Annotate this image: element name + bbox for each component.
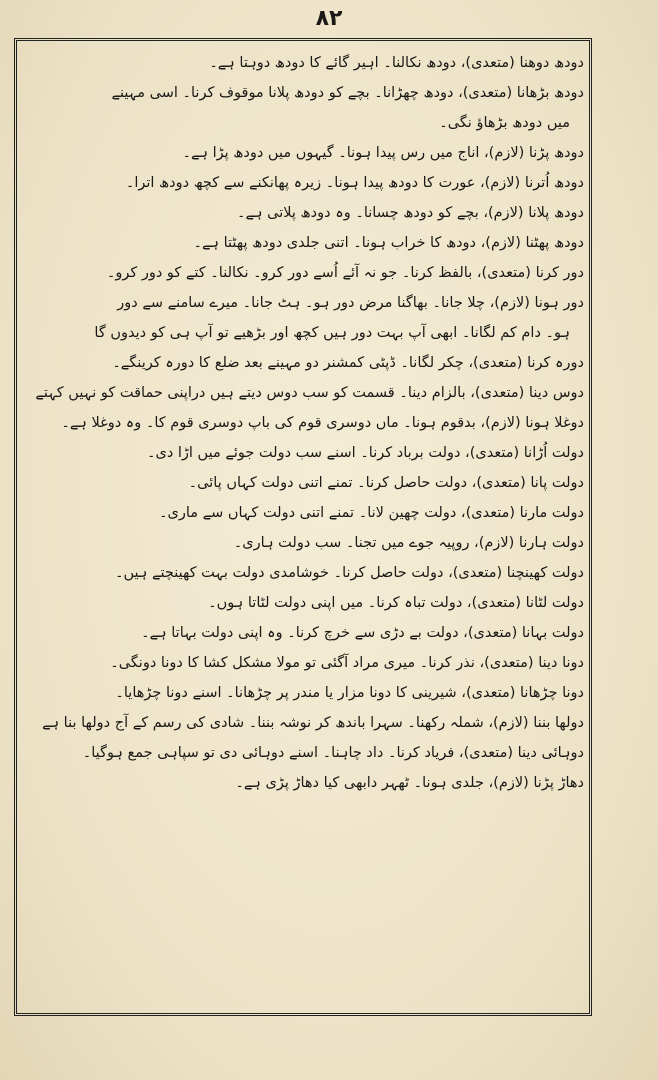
dictionary-entry	[24, 258, 584, 288]
entry-text: دولت اُڑانا (متعدی)، دولت برباد کرنا۔ اسنے سب دولت جوئے میں اڑا دی۔	[146, 445, 584, 461]
entry-text: دولت لٹانا (متعدی)، دولت تباہ کرنا۔ میں اپنی دولت لٹاتا ہوں۔	[208, 595, 584, 611]
dictionary-entry	[24, 678, 584, 708]
dictionary-entry	[24, 78, 584, 138]
dictionary-entry	[24, 738, 584, 768]
entry-text: دور کرنا (متعدی)، بالفظ کرنا۔ جو نہ آئے اُسے دور کرو۔ نکالنا۔ کتے کو دور کرو۔	[106, 265, 584, 281]
dictionary-entry	[24, 588, 584, 618]
dictionary-entry	[24, 768, 584, 798]
entry-text: دودھ دوھنا (متعدی)، دودھ نکالنا۔ اہیر گائے کا دودھ دوہتا ہے۔	[209, 55, 584, 71]
entry-text: دودھ پھٹنا (لازم)، دودھ کا خراب ہونا۔ اتنی جلدی دودھ پھٹتا ہے۔	[193, 235, 584, 251]
dictionary-entry	[24, 408, 584, 438]
dictionary-entry	[24, 708, 584, 738]
page-number: ۸۲	[315, 6, 343, 31]
entry-continuation: میں دودھ بڑھاؤ نگی۔	[439, 115, 570, 131]
dictionary-entry	[24, 558, 584, 588]
dictionary-entry	[24, 378, 584, 408]
entry-text: دولت بہانا (متعدی)، دولت بے دڑی سے خرچ کرنا۔ وہ اپنی دولت بہاتا ہے۔	[141, 625, 584, 641]
entry-text: دور ہونا (لازم)، چلا جانا۔ بھاگنا مرض دور ہو۔ ہٹ جانا۔ میرے سامنے سے دور	[117, 295, 584, 311]
entry-text: دودھ بڑھانا (متعدی)، دودھ چھڑانا۔ بچے کو دودھ پلانا موقوف کرنا۔ اسی مہینے	[111, 85, 584, 101]
entry-text: دولت مارنا (متعدی)، دولت چھین لانا۔ تمنے اتنی دولت کہاں سے ماری۔	[158, 505, 584, 521]
dictionary-entry	[24, 528, 584, 558]
dictionary-entry	[24, 168, 584, 198]
entry-text: دوس دینا (متعدی)، بالزام دینا۔ قسمت کو سب دوس دیتے ہیں دراپنی حماقت کو نہیں کہتے	[35, 385, 584, 401]
dictionary-entry	[24, 468, 584, 498]
entry-text: دودھ پلانا (لازم)، بچے کو دودھ چسانا۔ وہ دودھ پلاتی ہے۔	[237, 205, 584, 221]
entry-text: دونا چڑھانا (متعدی)، شیرینی کا دونا مزار یا مندر پر چڑھانا۔ اسنے دونا چڑھایا۔	[115, 685, 584, 701]
dictionary-entry	[24, 228, 584, 258]
dictionary-entry	[24, 498, 584, 528]
entry-text: دھاڑ پڑنا (لازم)، جلدی ہونا۔ ٹھہر دابھی کیا دھاڑ پڑی ہے۔	[235, 775, 584, 791]
dictionary-entry	[24, 288, 584, 348]
entry-text: دولت کھینچنا (متعدی)، دولت حاصل کرنا۔ خوشامدی دولت بہت کھینچتے ہیں۔	[114, 565, 584, 581]
dictionary-entry	[24, 198, 584, 228]
entry-text: دودھ اُترنا (لازم)، عورت کا دودھ پیدا ہونا۔ زیرہ پھانکنے سے کچھ دودھ اترا۔	[125, 175, 584, 191]
dictionary-entry	[24, 48, 584, 78]
entry-text: دودھ پڑنا (لازم)، اناج میں رس پیدا ہونا۔ گیہوں میں دودھ پڑا ہے۔	[182, 145, 584, 161]
dictionary-entries	[24, 48, 584, 1008]
dictionary-entry	[24, 138, 584, 168]
entry-text: دوہائی دینا (متعدی)، فریاد کرنا۔ داد چاہنا۔ اسنے دوہائی دی تو سپاہی جمع ہوگیا۔	[82, 745, 584, 761]
entry-text: دولت ہارنا (لازم)، روپیہ جوے میں تجنا۔ سب دولت ہاری۔	[233, 535, 584, 551]
entry-text: دولھا بننا (لازم)، شملہ رکھنا۔ سہرا باندھ کر نوشہ بننا۔ شادی کی رسم کے آج دولھا بنا ہے	[42, 715, 584, 731]
entry-continuation: ہو۔ دام کم لگانا۔ ابھی آپ بہت دور ہیں کچھ اور بڑھیے تو آپ ہی کو دیدوں گا	[94, 325, 570, 341]
dictionary-entry	[24, 348, 584, 378]
entry-text: دورہ کرنا (متعدی)، چکر لگانا۔ ڈپٹی کمشنر دو مہینے بعد ضلع کا دورہ کرینگے۔	[112, 355, 584, 371]
dictionary-entry	[24, 648, 584, 678]
entry-text: دونا دینا (متعدی)، نذر کرنا۔ میری مراد آگئی تو مولا مشکل کشا کا دونا دونگی۔	[110, 655, 584, 671]
entry-text: دوغلا ہونا (لازم)، بدقوم ہونا۔ ماں دوسری قوم کی باپ دوسری قوم کا۔ وہ دوغلا ہے۔	[61, 415, 584, 431]
entry-text: دولت پانا (متعدی)، دولت حاصل کرنا۔ تمنے اتنی دولت کہاں پائی۔	[188, 475, 584, 491]
dictionary-entry	[24, 438, 584, 468]
dictionary-entry	[24, 618, 584, 648]
